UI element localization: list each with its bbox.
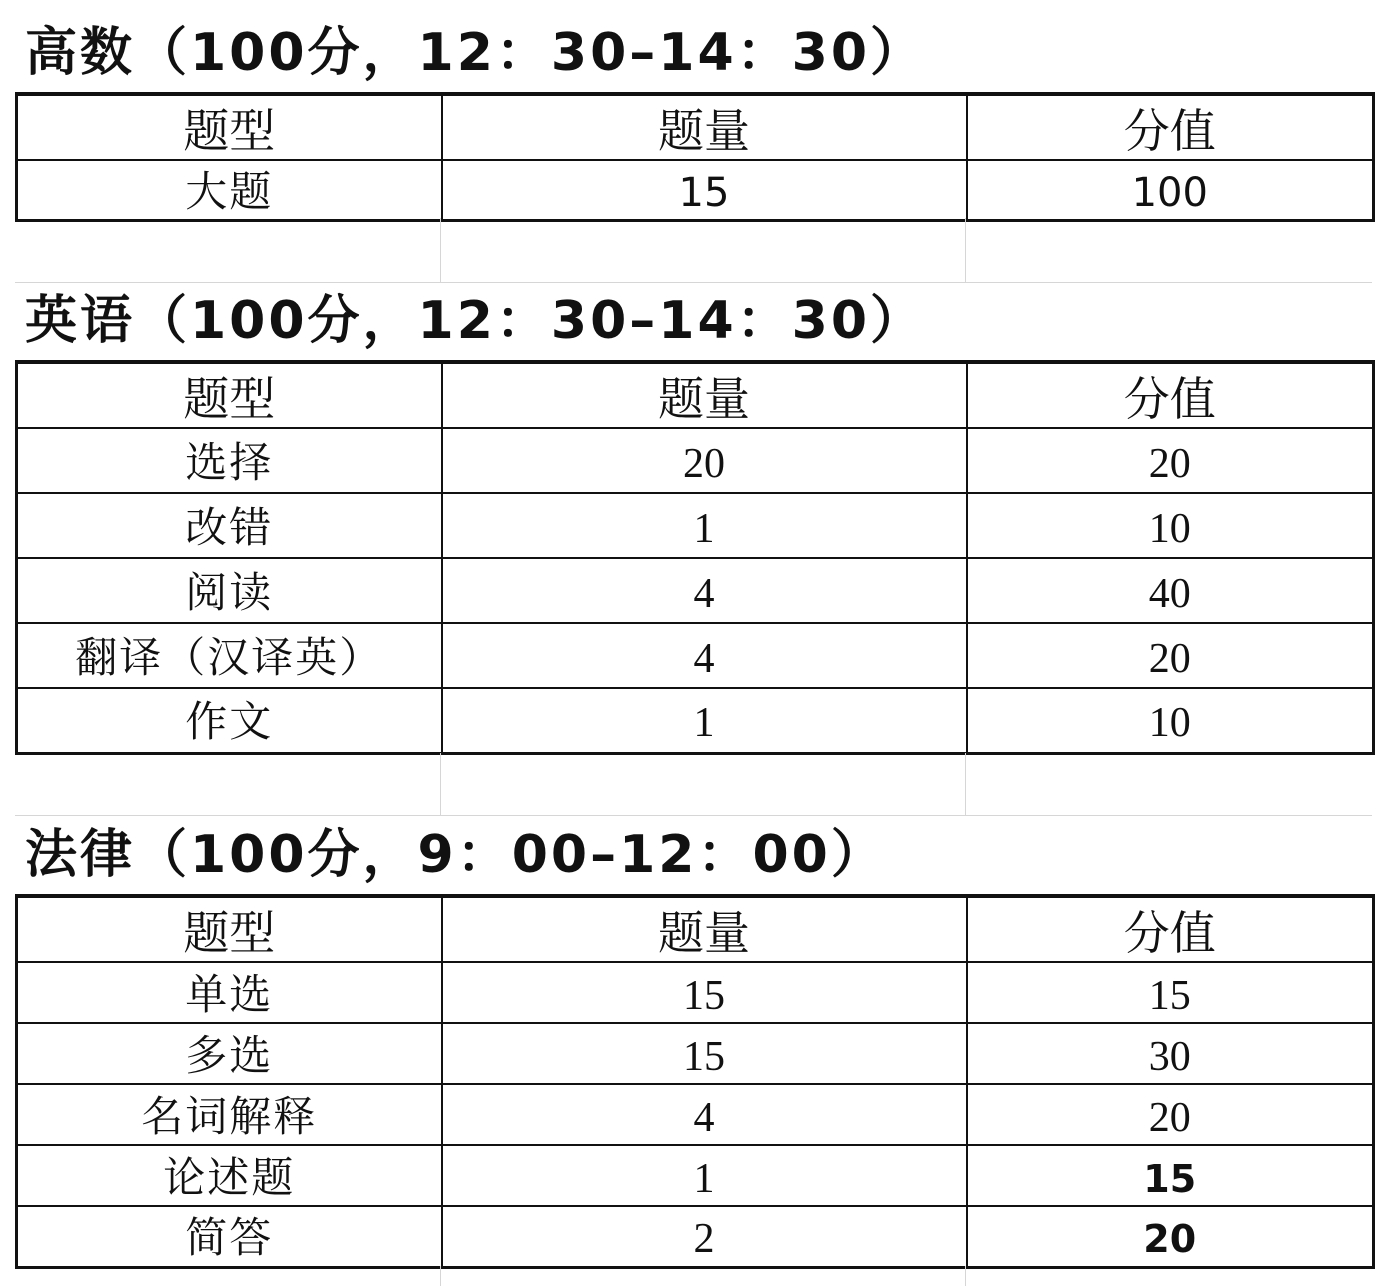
cell-question-count: 1 [442,688,967,753]
cell-question-type: 大题 [17,160,442,220]
header-score: 分值 [967,94,1374,160]
cell-question-type: 论述题 [17,1145,442,1206]
cell-question-type: 改错 [17,493,442,558]
gridline [440,753,441,815]
cell-score: 20 [967,428,1374,493]
cell-score: 20 [967,1084,1374,1145]
cell-question-type: 名词解释 [17,1084,442,1145]
gridline [965,1266,966,1286]
table-row [17,160,1374,220]
cell-question-count: 4 [442,558,967,623]
cell-question-count: 1 [442,493,967,558]
header-score: 分值 [967,362,1374,428]
section-title-law: 法律（100分，9：00–12：00） [25,825,886,885]
table-header-row [17,94,1374,160]
cell-question-type: 单选 [17,962,442,1023]
table-row [17,623,1374,688]
table-row [17,962,1374,1023]
math-score-table [15,92,1375,222]
gridline [440,1266,441,1286]
cell-score: 10 [967,688,1374,753]
table-row [17,1145,1374,1206]
cell-question-count: 15 [442,160,967,220]
cell-score: 15 [967,1145,1374,1206]
section-title-math: 高数（100分，12：30–14：30） [25,23,925,83]
table-row [17,688,1374,753]
cell-score: 20 [967,623,1374,688]
english-score-table [15,360,1375,755]
cell-question-count: 15 [442,962,967,1023]
table-header-row [17,362,1374,428]
cell-question-count: 2 [442,1206,967,1267]
cell-question-type: 阅读 [17,558,442,623]
cell-question-type: 简答 [17,1206,442,1267]
table-row [17,493,1374,558]
header-question-type: 题型 [17,94,442,160]
cell-score: 100 [967,160,1374,220]
gridline [15,282,1372,283]
cell-question-count: 4 [442,1084,967,1145]
cell-question-count: 1 [442,1145,967,1206]
cell-question-type: 作文 [17,688,442,753]
table-row [17,1023,1374,1084]
header-question-type: 题型 [17,896,442,962]
cell-score: 20 [967,1206,1374,1267]
cell-score: 15 [967,962,1374,1023]
cell-question-type: 选择 [17,428,442,493]
gridline [965,753,966,815]
cell-score: 10 [967,493,1374,558]
header-question-type: 题型 [17,362,442,428]
cell-question-type: 多选 [17,1023,442,1084]
table-row [17,1206,1374,1267]
gridline [440,218,441,282]
law-score-table [15,894,1375,1269]
cell-question-type: 翻译（汉译英） [17,623,442,688]
header-question-count: 题量 [442,896,967,962]
gridline [965,218,966,282]
cell-score: 40 [967,558,1374,623]
table-row [17,428,1374,493]
header-question-count: 题量 [442,94,967,160]
cell-question-count: 4 [442,623,967,688]
cell-score: 30 [967,1023,1374,1084]
table-row [17,558,1374,623]
table-row [17,1084,1374,1145]
cell-question-count: 20 [442,428,967,493]
table-header-row [17,896,1374,962]
header-score: 分值 [967,896,1374,962]
cell-question-count: 15 [442,1023,967,1084]
section-title-english: 英语（100分，12：30–14：30） [25,291,925,351]
header-question-count: 题量 [442,362,967,428]
gridline [15,815,1372,816]
